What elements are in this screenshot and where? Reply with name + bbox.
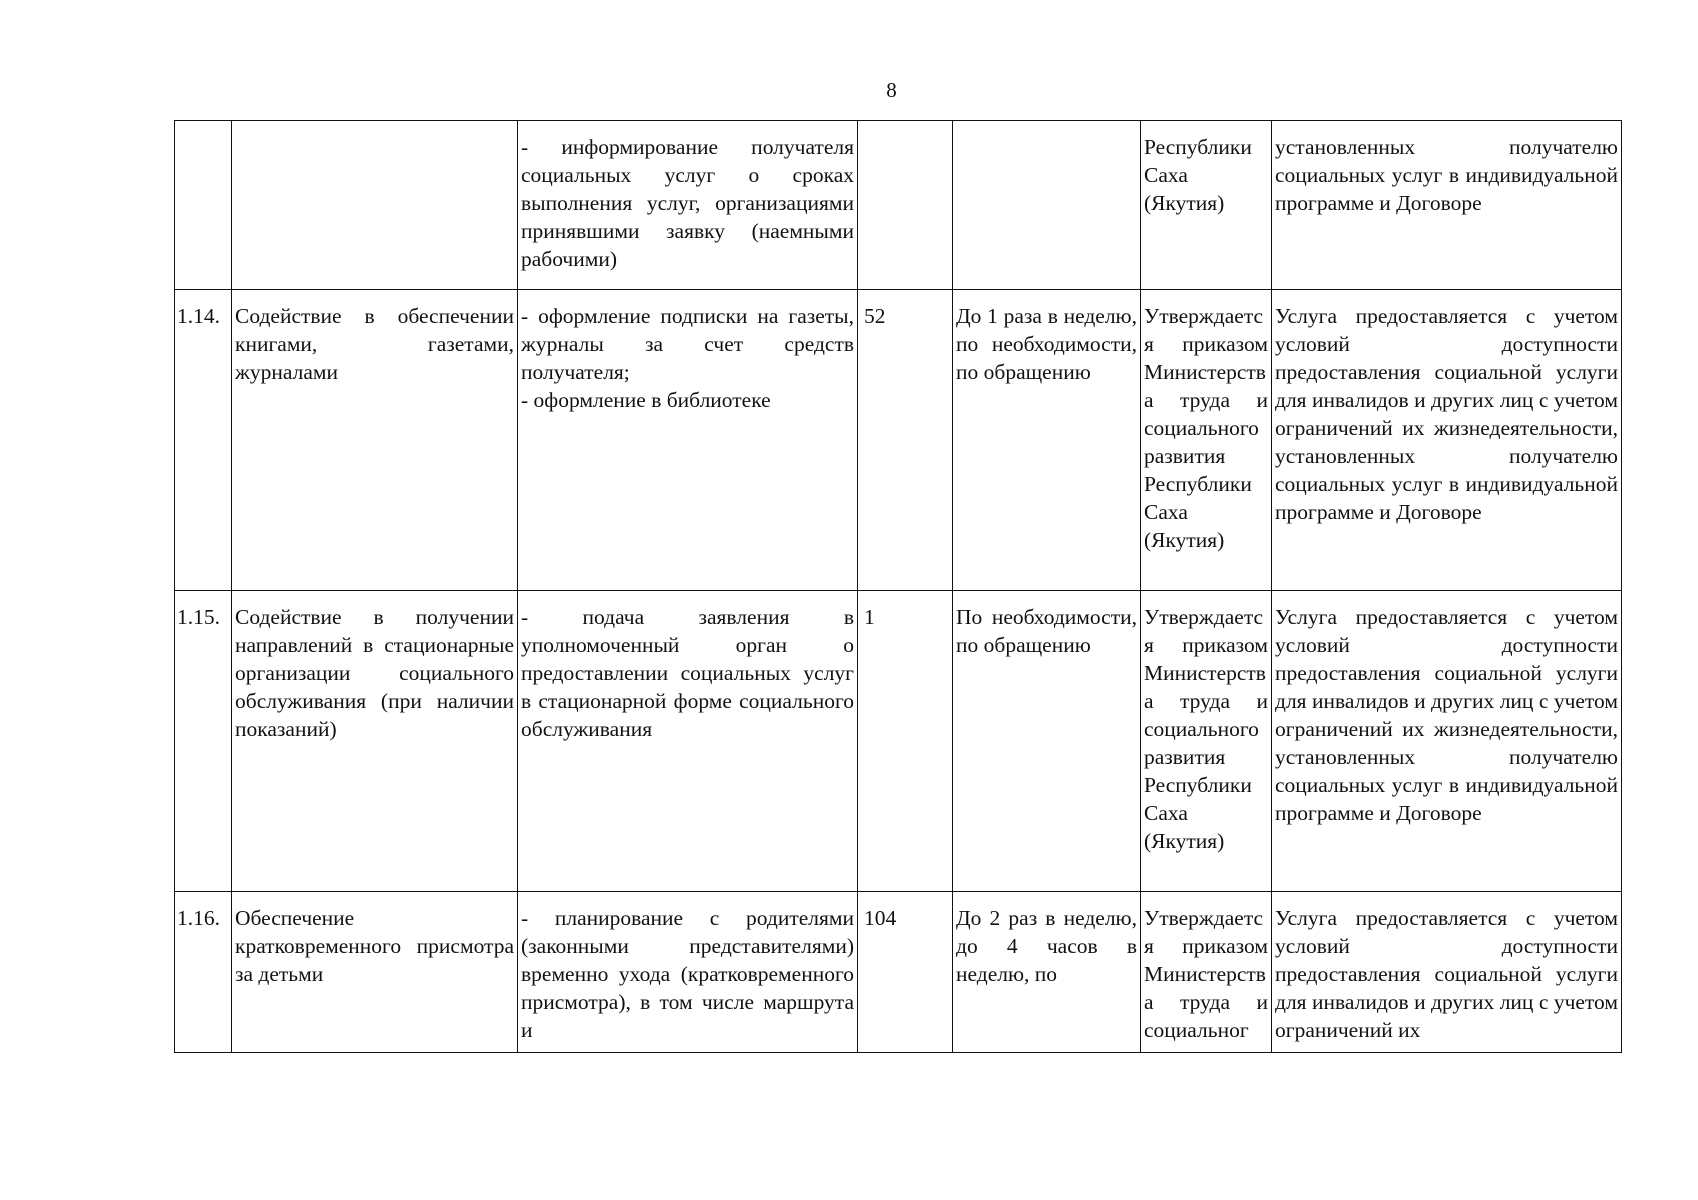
row-number-cell: 1.15.: [175, 591, 232, 892]
page-number: 8: [886, 78, 897, 102]
service-content-cell: - информирование получателя социальных услуг о сроках выполнения услуг, организациями принявшими заявку (наемными рабочими): [518, 121, 858, 290]
services-table: [174, 120, 1622, 1053]
table-row: [175, 591, 1622, 892]
row-number-cell: [175, 121, 232, 290]
table-row: [175, 892, 1622, 1053]
service-basis-cell: Утверждается приказом Министерства труда и социальног: [1141, 892, 1272, 1053]
service-basis-cell: Утверждается приказом Министерства труда и социального развития Республики Саха (Якутия): [1141, 290, 1272, 591]
service-basis-cell: Республики Саха (Якутия): [1141, 121, 1272, 290]
table-row: [175, 121, 1622, 290]
service-name-cell: Содействие в обеспечении книгами, газетами, журналами: [232, 290, 518, 591]
service-volume-cell: 52: [858, 290, 953, 591]
service-conditions-cell: Услуга предоставляется с учетом условий доступности предоставления социальной услуги для инвалидов и других лиц с учетом ограничений их: [1272, 892, 1622, 1053]
service-basis-cell: Утверждается приказом Министерства труда и социального развития Республики Саха (Якутия): [1141, 591, 1272, 892]
service-frequency-cell: До 1 раза в неделю, по необходимости, по обращению: [953, 290, 1141, 591]
service-volume-cell: 104: [858, 892, 953, 1053]
row-number-cell: 1.14.: [175, 290, 232, 591]
service-name-cell: Содействие в получении направлений в стационарные организации социального обслуживания (при наличии показаний): [232, 591, 518, 892]
service-volume-cell: 1: [858, 591, 953, 892]
service-frequency-cell: [953, 121, 1141, 290]
service-conditions-cell: установленных получателю социальных услуг в индивидуальной программе и Договоре: [1272, 121, 1622, 290]
service-content-cell: - оформление подписки на газеты, журналы за счет средств получателя; - оформление в библиотеке: [518, 290, 858, 591]
service-volume-cell: [858, 121, 953, 290]
service-content-cell: - планирование с родителями (законными представителями) временно ухода (кратковременного присмотра), в том числе маршрута и: [518, 892, 858, 1053]
service-frequency-cell: До 2 раз в неделю, до 4 часов в неделю, по: [953, 892, 1141, 1053]
service-conditions-cell: Услуга предоставляется с учетом условий доступности предоставления социальной услуги для инвалидов и других лиц с учетом ограничений их жизнедеятельности, установленных получателю социальных услуг в индивидуальной программе и Договоре: [1272, 290, 1622, 591]
service-conditions-cell: Услуга предоставляется с учетом условий доступности предоставления социальной услуги для инвалидов и других лиц с учетом ограничений их жизнедеятельности, установленных получателю социальных услуг в индивидуальной программе и Договоре: [1272, 591, 1622, 892]
table-row: [175, 290, 1622, 591]
service-frequency-cell: По необходимости, по обращению: [953, 591, 1141, 892]
service-name-cell: Обеспечение кратковременного присмотра за детьми: [232, 892, 518, 1053]
service-content-cell: - подача заявления в уполномоченный орган о предоставлении социальных услуг в стационарной форме социального обслуживания: [518, 591, 858, 892]
service-name-cell: [232, 121, 518, 290]
row-number-cell: 1.16.: [175, 892, 232, 1053]
